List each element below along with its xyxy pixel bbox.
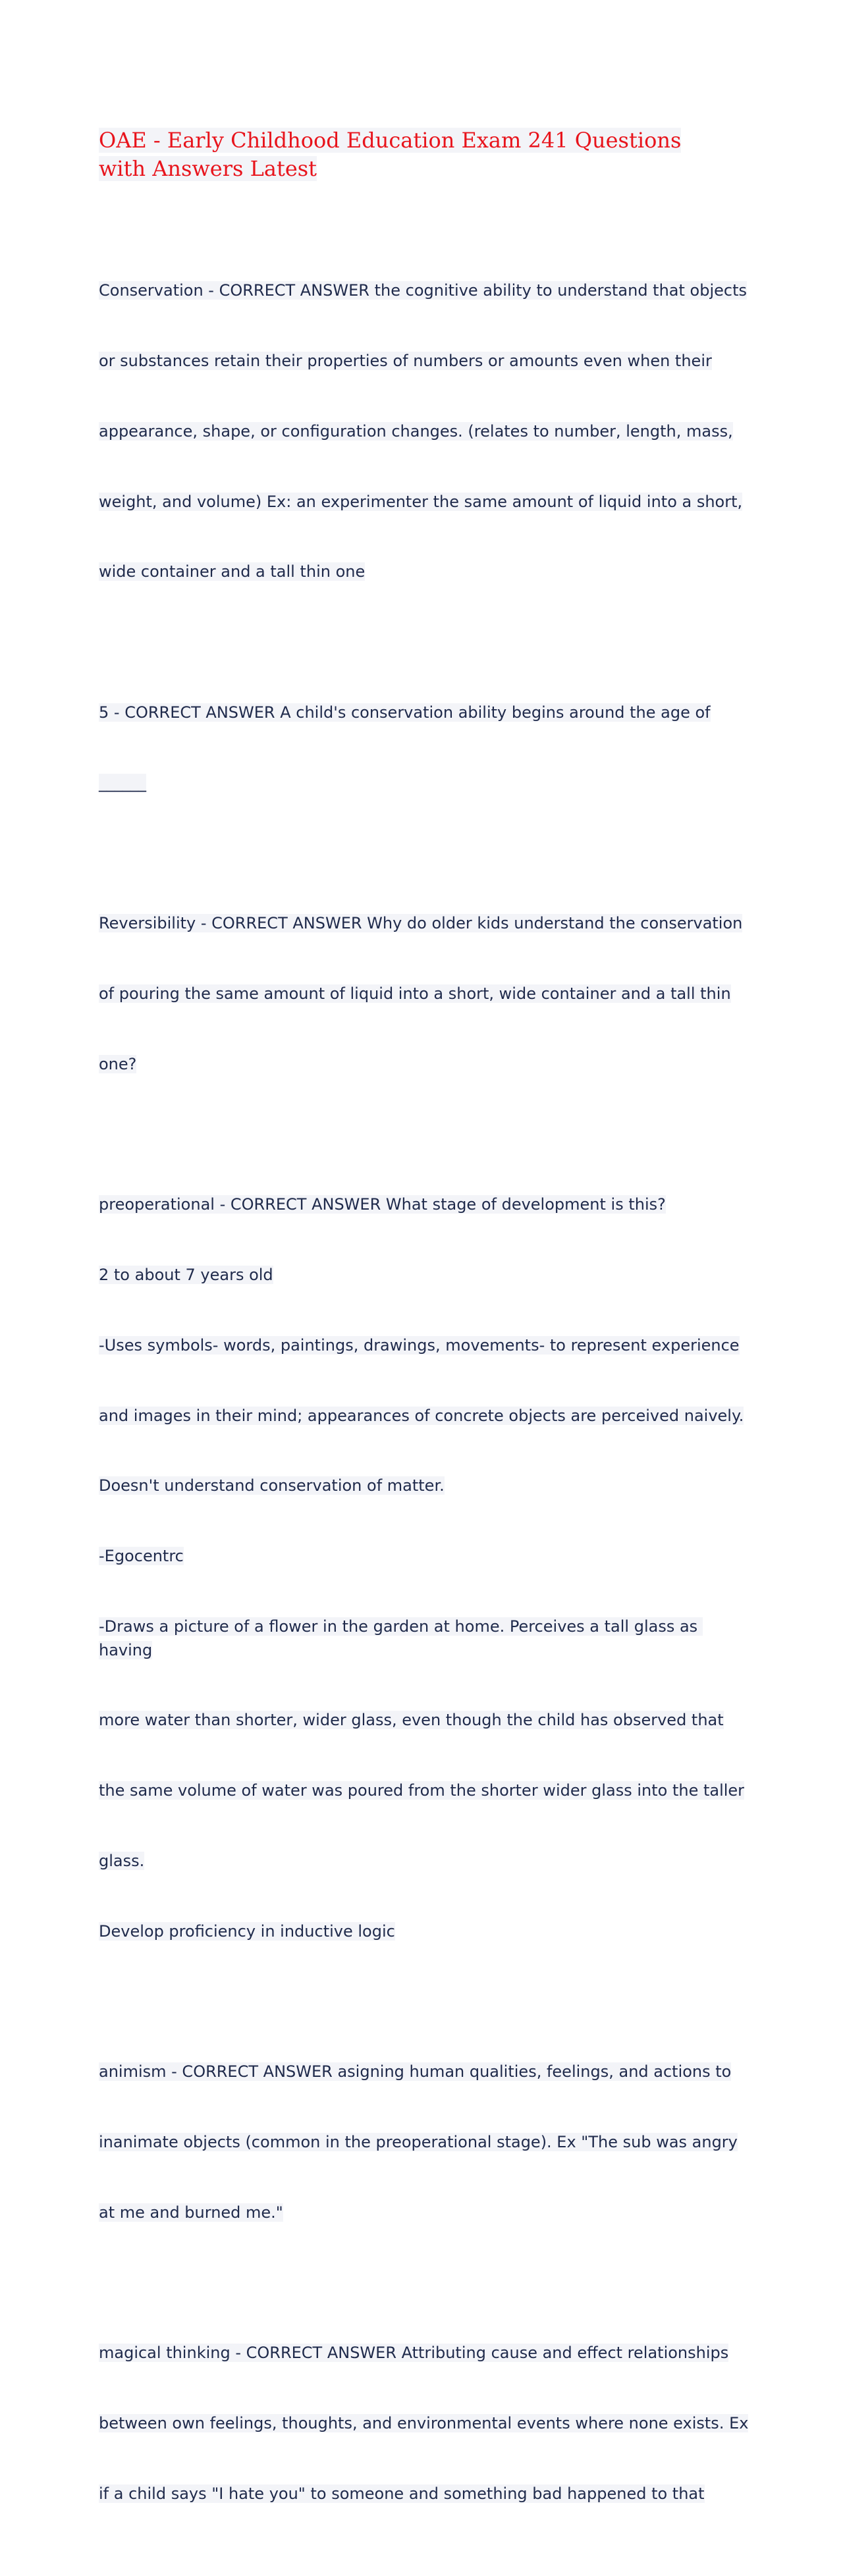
- entry-magical-thinking: [99, 2295, 751, 2553]
- text-line: Conservation - CORRECT ANSWER the cognitive ability to understand that objects: [99, 281, 748, 300]
- text-line: appearance, shape, or configuration changes. (relates to number, length, mass,: [99, 421, 733, 441]
- text-line: weight, and volume) Ex: an experimenter the same amount of liquid into a short,: [99, 492, 743, 511]
- text-line: glass.: [99, 1851, 145, 1870]
- text-line: ______: [99, 773, 146, 792]
- text-line: animism - CORRECT ANSWER asigning human qualities, feelings, and actions to: [99, 2062, 732, 2081]
- entry-preoperational: [99, 1146, 751, 1990]
- entry-age-five: [99, 655, 751, 842]
- text-line: 2 to about 7 years old: [99, 1266, 273, 1285]
- text-line: Develop proficiency in inductive logic: [99, 1921, 395, 1941]
- text-line: between own feelings, thoughts, and environmental events where none exists. Ex: [99, 2414, 749, 2433]
- text-line: inanimate objects (common in the preoperational stage). Ex "The sub was angry: [99, 2133, 738, 2152]
- text-line: Doesn't understand conservation of matter.: [99, 1476, 445, 1495]
- text-line: preoperational - CORRECT ANSWER What stage of development is this?: [99, 1195, 666, 1214]
- entry-conservation: [99, 232, 751, 631]
- text-line: of pouring the same amount of liquid into a short, wide container and a tall thin: [99, 984, 731, 1003]
- document-title: [99, 126, 731, 183]
- entry-animism: [99, 2014, 751, 2272]
- text-line: Reversibility - CORRECT ANSWER Why do older kids understand the conservation: [99, 914, 743, 933]
- text-line: and images in their mind; appearances of concrete objects are perceived naively.: [99, 1406, 744, 1425]
- text-line: -Draws a picture of a flower in the garden at home. Perceives a tall glass as having: [99, 1617, 703, 1659]
- text-line: magical thinking - CORRECT ANSWER Attributing cause and effect relationships: [99, 2344, 729, 2363]
- text-line: -Egocentrc: [99, 1547, 184, 1566]
- entry-reversibility: [99, 865, 751, 1123]
- text-line: if a child says "I hate you" to someone and something bad happened to that: [99, 2484, 705, 2503]
- document-body: [99, 232, 751, 2576]
- text-line: 5 - CORRECT ANSWER A child's conservation ability begins around the age of: [99, 703, 711, 722]
- text-line: more water than shorter, wider glass, even though the child has observed that: [99, 1711, 724, 1730]
- text-line: -Uses symbols- words, paintings, drawings, movements- to represent experience: [99, 1335, 740, 1355]
- text-line: or substances retain their properties of numbers or amounts even when their: [99, 351, 712, 370]
- text-line: one?: [99, 1054, 137, 1073]
- text-line: wide container and a tall thin one: [99, 562, 366, 581]
- document-title-text: OAE - Early Childhood Education Exam 241 Questions with Answers Latest: [99, 128, 682, 181]
- text-line: the same volume of water was poured from the shorter wider glass into the taller: [99, 1781, 745, 1800]
- text-line: at me and burned me.": [99, 2203, 283, 2222]
